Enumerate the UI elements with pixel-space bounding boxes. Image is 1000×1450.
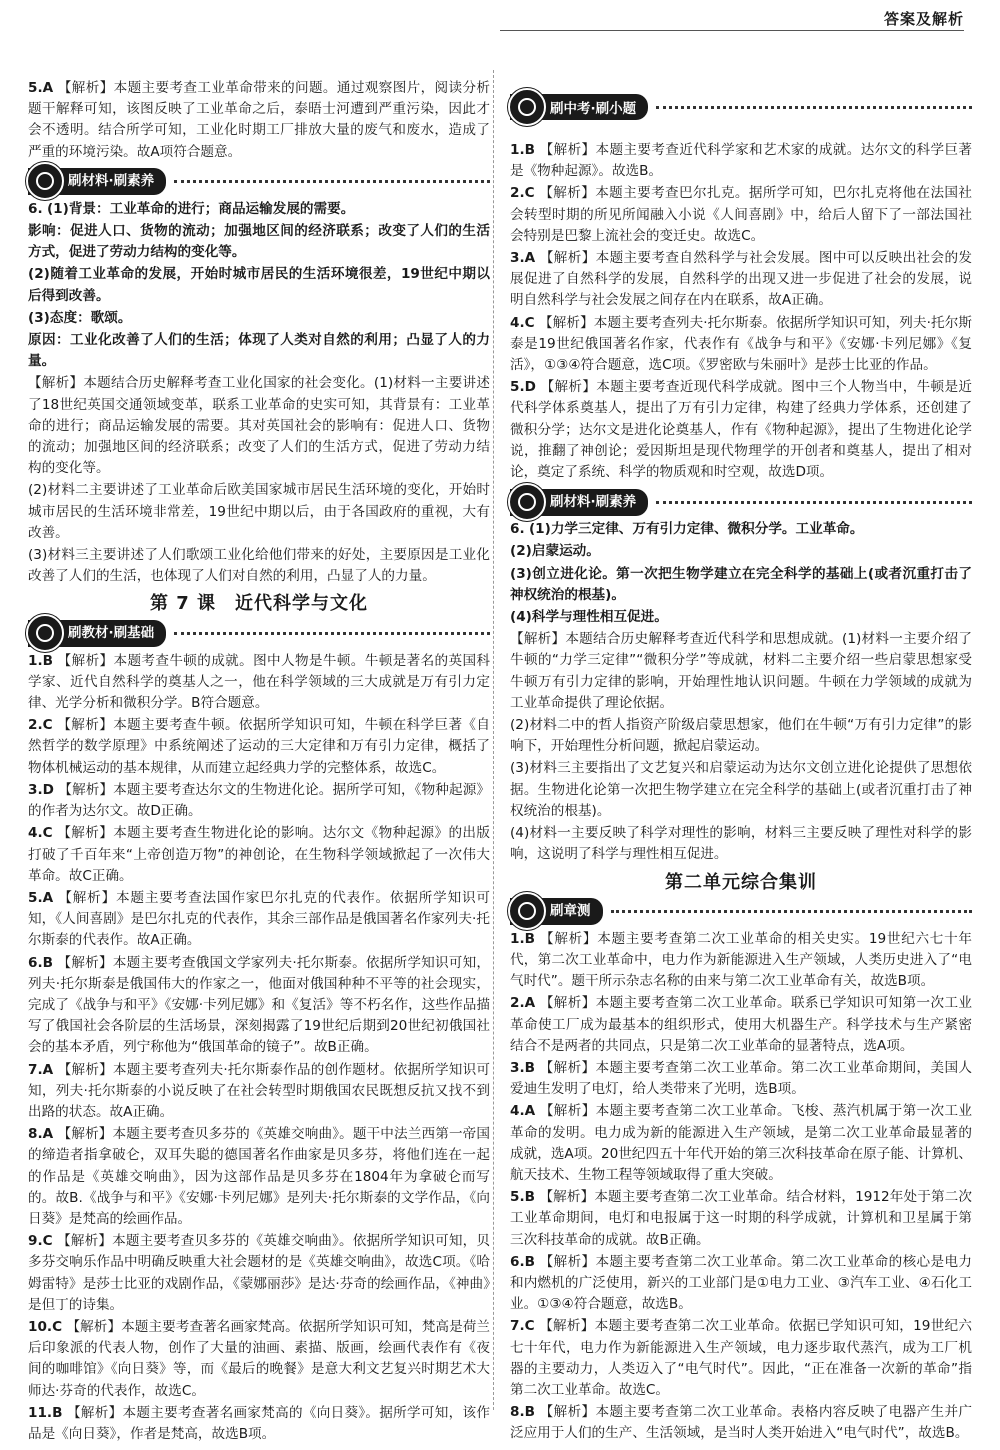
dotted-rule xyxy=(611,910,973,913)
answer-text: 【解析】本题主要考查近代科学家和艺术家的成就。达尔文的科学巨著是《物种起源》。故选B。 xyxy=(510,142,972,180)
answer-item xyxy=(510,1187,972,1251)
answer-text: 【解析】本题主要考查著名画家梵高的《向日葵》。据所学可知，该作品是《向日葵》，作者是梵高，故选B项。 xyxy=(28,1404,490,1442)
answer-item xyxy=(510,1316,972,1401)
answer-item xyxy=(510,1402,972,1444)
section-badge xyxy=(28,168,166,195)
answer-text: 【解析】本题主要考查第二次工业革命。第二次工业革命的核心是电力和内燃机的广泛使用，新兴的工业部门是①电力工业、③汽车工业、④石化工业。①③④符合题意，故选B。 xyxy=(510,1253,972,1313)
answer-text: 【解析】本题主要考查列夫·托尔斯泰。依据所学知识可知，列夫·托尔斯泰是19世纪俄国著名作家，代表作有《战争与和平》《安娜·卡列尼娜》《复活》，①③④符合题意，选C项。《罗密欧与朱丽叶》是莎士比亚的作品。 xyxy=(510,314,973,374)
answer-item xyxy=(28,1403,490,1445)
left-column xyxy=(28,78,490,1446)
answer-line xyxy=(28,308,490,329)
answer-line xyxy=(510,715,972,757)
answer-item xyxy=(510,183,972,247)
dotted-rule xyxy=(174,180,490,183)
answer-line xyxy=(510,758,972,822)
column-divider xyxy=(493,70,494,1410)
answer-item xyxy=(28,823,490,887)
right-column xyxy=(510,140,972,1446)
section-label: 刷材料·刷素养 xyxy=(550,493,637,510)
question-number: 1.B xyxy=(510,142,535,158)
question-number: 4.C xyxy=(28,825,53,842)
answer-line xyxy=(28,221,490,263)
answer-line xyxy=(510,607,972,628)
answer-line xyxy=(28,373,490,479)
answer-text: (3)态度：歌颂。 xyxy=(28,309,132,326)
answer-text: (2)启蒙运动。 xyxy=(510,543,600,560)
answer-item xyxy=(510,313,972,377)
section-badge xyxy=(510,94,648,120)
question-number: 8.A xyxy=(28,1126,54,1143)
answer-text: 【解析】本题主要考查巴尔扎克。据所学可知，巴尔扎克将他在法国社会转型时期的所见所闻融入小说《人间喜剧》中，给后人留下了一部法国社会特别是巴黎上流社会的变迁史。故选C。 xyxy=(510,185,972,244)
answer-text: 【解析】本题主要考查生物进化论的影响。达尔文《物种起源》的出版打破了千百年来“上帝创造万物”的神创论，在生物科学领域掀起了一次伟大革命。故C正确。 xyxy=(28,825,490,884)
question-number: 8.B xyxy=(510,1404,535,1421)
lesson-title: 第 7 课 近代科学与文化 xyxy=(149,593,369,615)
answer-line xyxy=(510,629,972,714)
question-number: 6. xyxy=(510,521,525,538)
answer-item xyxy=(510,1252,972,1316)
question-number: 6.B xyxy=(28,954,53,971)
answer-line xyxy=(28,330,490,372)
dotted-rule xyxy=(174,632,490,635)
section-label: 刷教材·刷基础 xyxy=(68,625,155,642)
answer-text: 【解析】本题主要考查第二次工业革命。联系已学知识可知第一次工业革命使工厂成为最基本的组织形式，使用大机器生产。科学技术与生产紧密结合不是两者的共同点，只是第二次工业革命的显著特点，选A项。 xyxy=(510,995,972,1054)
answer-text: 【解析】本题主要考查第二次工业革命。第二次工业革命期间，美国人爱迪生发明了电灯，给人类带来了光明，选B项。 xyxy=(510,1059,972,1098)
answer-item xyxy=(510,519,972,540)
answer-text: 【解析】本题主要考查第二次工业革命的相关史实。19世纪六七十年代，第二次工业革命中，电力作为新能源进入生产领域，人类历史进入了“电气时代”。题干所示杂志名称的由来与第二次工业革命有关，故选B项。 xyxy=(510,930,972,990)
answer-text: 【解析】本题结合历史解释考查近代科学和思想成就。(1)材料一主要介绍了牛顿的“力学三定律”“微积分学”等成就，材料二主要介绍一些启蒙思想家受牛顿万有引力定律的影响，开始理性地认识问题。牛顿在力学领域的成就为工业革命提供了理论依据。 xyxy=(510,631,972,711)
question-number: 3.B xyxy=(510,1059,535,1076)
answer-text: (3)材料三主要讲述了人们歌颂工业化给他们带来的好处，主要原因是工业化改善了人们的生活，也体现了人们对自然的利用，凸显了人的力量。 xyxy=(28,547,490,585)
answer-text: 【解析】本题主要考查法国作家巴尔扎克的代表作。依据所学知识可知，《人间喜剧》是巴尔扎克的代表作，其余三部作品是俄国著名作家列夫·托尔斯泰的代表作。故A正确。 xyxy=(28,889,491,949)
answer-text: (4)材料一主要反映了科学对理性的影响，材料三主要反映了理性对科学的影响，这说明了科学与理性相互促进。 xyxy=(510,825,972,863)
dotted-rule xyxy=(656,501,972,504)
question-number: 5.B xyxy=(510,1189,535,1206)
answer-text: 【解析】本题结合历史解释考查工业化国家的社会变化。(1)材料一主要讲述了18世纪英国交通领域变革，联系工业革命的史实可知，其背景有：工业革命的进行；商品运输发展的需要。其对英国社会的影响有：促进人口、货物的流动；加强地区间的经济联系；改变了人们的生活方式，促进了劳动力结构的变化等。 xyxy=(28,375,490,477)
answer-item xyxy=(28,199,490,220)
answer-line xyxy=(28,545,490,587)
question-number: 9.C xyxy=(28,1233,53,1250)
answer-text: 【解析】本题主要考查贝多芬的《英雄交响曲》。题干中法兰西第一帝国的缔造者指拿破仑，双耳失聪的德国著名作曲家是贝多芬，将他们连在一起的作品是《英雄交响曲》，因为这部作品是贝多芬在1804年为拿破仑而写的。故B.《战争与和平》《安娜·卡列尼娜》是列夫·托尔斯泰的文学作品，《向日葵》是梵高的绘画作品。 xyxy=(28,1126,491,1227)
answer-text: 【解析】本题主要考查第二次工业革命。飞梭、蒸汽机属于第一次工业革命的发明。电力成为新的能源进入生产领域，是第二次工业革命最显著的成就，选A项。20世纪四五十年代开始的第三次科技革命在原子能、计算机、航天技术、生物工程等领域取得了重大突破。 xyxy=(510,1103,972,1183)
answer-item xyxy=(28,715,490,779)
answer-item xyxy=(28,1231,490,1316)
answer-item xyxy=(28,78,490,163)
section-label: 刷中考·刷小题 xyxy=(550,101,637,117)
question-number: 4.C xyxy=(510,314,535,331)
section-banner xyxy=(510,489,972,515)
question-number: 3.A xyxy=(510,250,536,267)
section-badge xyxy=(510,489,648,516)
answer-line xyxy=(510,564,972,606)
brush-roll-icon xyxy=(508,892,546,930)
answer-text: 【解析】本题主要考查自然科学与社会发展。图中可以反映出社会的发展促进了自然科学的发展，自然科学的出现又进一步促进了社会的发展，说明自然科学与社会发展之间存在内在联系，故A正确。 xyxy=(510,250,972,309)
answer-item xyxy=(28,1060,490,1124)
question-number: 11.B xyxy=(28,1404,63,1421)
question-number: 2.A xyxy=(510,995,536,1012)
answer-item xyxy=(28,1317,490,1402)
answer-item xyxy=(510,140,972,182)
answer-text: 【解析】本题考查牛顿的成就。图中人物是牛顿。牛顿是著名的英国科学家、近代自然科学的奠基人之一，他在科学领域的三大成就是万有引力定律、光学分析和微积分学。B符合题意。 xyxy=(28,652,490,712)
answer-text: (1)背景：工业革命的进行；商品运输发展的需要。 xyxy=(46,200,355,217)
answer-text: (2)随着工业革命的发展，开始时城市居民的生活环境很差，19世纪中期以后得到改善。 xyxy=(28,266,490,304)
answer-item xyxy=(510,248,972,312)
section-banner xyxy=(28,169,490,195)
answer-text: 原因：工业化改善了人们的生活；体现了人类对自然的利用；凸显了人的力量。 xyxy=(28,332,490,370)
answer-item xyxy=(28,651,490,715)
answer-item xyxy=(510,1058,972,1100)
question-number: 4.A xyxy=(510,1103,536,1120)
question-number: 1.B xyxy=(510,930,535,947)
answer-text: (2)材料二主要讲述了工业革命后欧美国家城市居民生活环境的变化，开始时城市居民的生活环境非常差，19世纪中期以后，由于各国政府的重视，大有改善。 xyxy=(28,482,490,541)
question-number: 7.A xyxy=(28,1061,54,1078)
brush-roll-icon xyxy=(508,88,546,126)
question-number: 2.C xyxy=(510,185,535,202)
header-rule xyxy=(500,30,964,31)
answer-text: 【解析】本题主要考查俄国文学家列夫·托尔斯泰。依据所学知识可知，列夫·托尔斯泰是俄国伟大的作家之一，他面对俄国种种不平等的社会现实，完成了《战争与和平》《安娜·卡列尼娜》和《复活》等不朽名作，这些作品描写了俄国社会各阶层的生活场景，深刻揭露了19世纪后期到20世纪初俄国社会的基本矛盾，列宁称他为“俄国革命的镜子”。故B正确。 xyxy=(28,954,490,1056)
answer-line xyxy=(510,823,972,865)
question-number: 1.B xyxy=(28,652,53,669)
answer-text: 【解析】本题主要考查近现代科学成就。图中三个人物当中，牛顿是近代科学体系奠基人，提出了万有引力定律，构建了经典力学体系，还创建了微积分学；达尔文是进化论奠基人，作有《物种起源》，提出了生物进化论学说，推翻了神创论；爱因斯坦是现代物理学的开创者和奠基人，提出了相对论，奠定了系统、科学的物质观和时空观，故选D项。 xyxy=(510,379,972,481)
answer-line xyxy=(28,480,490,544)
answer-text: 【解析】本题主要考查工业革命带来的问题。通过观察图片，阅读分析题干解释可知，该图反映了工业革命之后，泰晤士河遭到严重污染，因此才会不透明。结合所学可知，工业化时期工厂排放大量的废气和废水，造成了严重的环境污染。故A项符合题意。 xyxy=(28,80,490,160)
answer-text: 【解析】本题主要考查贝多芬的《英雄交响曲》。依据所学知识可知，贝多芬交响乐作品中明确反映重大社会题材的是《英雄交响曲》，故选C项。《哈姆雷特》是莎士比亚的戏剧作品，《蒙娜丽莎》是达·芬奇的绘画作品，《神曲》是但丁的诗集。 xyxy=(28,1233,490,1313)
answer-item xyxy=(510,1101,972,1186)
question-number: 5.A xyxy=(28,80,54,96)
answer-text: 【解析】本题主要考查牛顿。依据所学知识可知，牛顿在科学巨著《自然哲学的数学原理》中系统阐述了运动的三大定律和万有引力定律，概括了物体机械运动的基本规律，从而建立起经典力学的完整体系，故选C。 xyxy=(28,717,490,776)
section-label: 刷章测 xyxy=(550,903,591,920)
header-title: 答案及解析 xyxy=(883,10,964,28)
right-top-banner xyxy=(510,88,972,124)
question-number: 5.D xyxy=(510,379,536,396)
answer-item xyxy=(28,780,490,822)
answer-text: (3)材料三主要指出了文艺复兴和启蒙运动为达尔文创立进化论提供了思想依据。生物进化论第一次把生物学建立在完全科学的基础上(或者沉重打击了神权统治的根基)。 xyxy=(510,760,972,819)
answer-text: 【解析】本题主要考查第二次工业革命。依据已学知识可知，19世纪六七十年代，电力作为新能源进入生产领域，电力逐步取代蒸汽，成为工厂机器的主要动力，人类迈入了“电气时代”。因此，“正在准备一次新的革命”指第二次工业革命。故选C。 xyxy=(510,1318,972,1398)
brush-roll-icon xyxy=(508,483,546,521)
answer-text: (4)科学与理性相互促进。 xyxy=(510,609,668,626)
dotted-rule xyxy=(656,106,972,109)
section-badge xyxy=(28,620,166,647)
question-number: 5.A xyxy=(28,889,54,906)
question-number: 7.C xyxy=(510,1318,535,1335)
section-badge xyxy=(510,898,603,925)
section-label: 刷材料·刷素养 xyxy=(68,173,155,190)
answer-text: 【解析】本题主要考查列夫·托尔斯泰作品的创作题材。依据所学知识可知，列夫·托尔斯泰的小说反映了在社会转型时期俄国农民既想反抗又找不到出路的状态。故A正确。 xyxy=(28,1061,490,1120)
answer-text: (1)力学三定律、万有引力定律、微积分学。工业革命。 xyxy=(528,521,864,538)
answer-text: 【解析】本题主要考查著名画家梵高。依据所学知识可知，梵高是荷兰后印象派的代表人物，创作了大量的油画、素描、版画，绘画代表作有《夜间的咖啡馆》《向日葵》等，而《最后的晚餐》是意大利文艺复兴时期艺术大师达·芬奇的代表作，故选C。 xyxy=(28,1318,491,1399)
question-number: 6.B xyxy=(510,1253,535,1270)
question-number: 3.D xyxy=(28,781,54,798)
answer-text: 【解析】本题主要考查第二次工业革命。结合材料，1912年处于第二次工业革命期间，电灯和电报属于这一时期的科学成就，计算机和卫星属于第三次科技革命的成就。故B正确。 xyxy=(510,1189,972,1248)
answer-text: (3)创立进化论。第一次把生物学建立在完全科学的基础上(或者沉重打击了神权统治的根基)。 xyxy=(510,565,972,603)
brush-roll-icon xyxy=(26,614,64,652)
question-number: 10.C xyxy=(28,1318,63,1335)
answer-item xyxy=(510,929,972,993)
answer-item xyxy=(510,377,972,483)
answer-item xyxy=(28,888,490,952)
section-banner xyxy=(510,94,972,120)
section-banner xyxy=(510,899,972,925)
answer-text: 【解析】本题主要考查第二次工业革命。表格内容反映了电器产生并广泛应用于人们的生产、生活领域，是当时人类开始进入“电气时代”，故选B。 xyxy=(510,1404,972,1442)
answer-item xyxy=(28,953,490,1059)
section-banner xyxy=(28,621,490,647)
answer-line xyxy=(510,541,972,562)
answer-item xyxy=(510,993,972,1057)
lesson-title: 第二单元综合集训 xyxy=(665,871,817,893)
question-number: 6. xyxy=(28,200,43,217)
answer-text: (2)材料二中的哲人指资产阶级启蒙思想家，他们在牛顿“万有引力定律”的影响下，开始理性分析问题，掀起启蒙运动。 xyxy=(510,717,972,755)
answer-line xyxy=(28,264,490,306)
answer-text: 影响：促进人口、货物的流动；加强地区间的经济联系；改变了人们的生活方式，促进了劳动力结构的变化等。 xyxy=(28,223,490,261)
question-number: 2.C xyxy=(28,717,53,734)
brush-roll-icon xyxy=(26,162,64,200)
answer-item xyxy=(28,1124,490,1230)
answer-text: 【解析】本题主要考查达尔文的生物进化论。据所学可知，《物种起源》的作者为达尔文。故D正确。 xyxy=(28,781,490,820)
